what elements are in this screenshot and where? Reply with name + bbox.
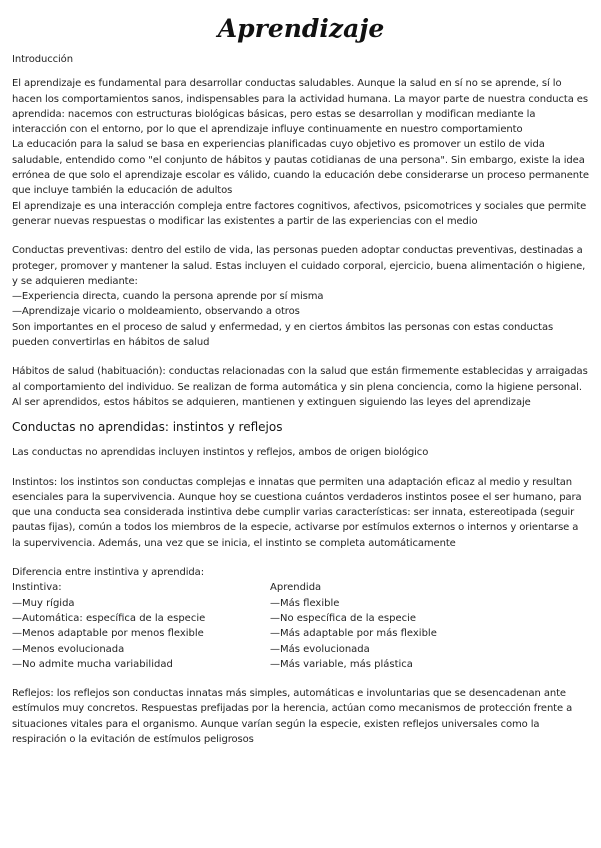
reflejos-paragraph: Reflejos: los reflejos son conductas innatas más simples, automáticas e involuntarias que se desencadenan ante estímulos muy concretos. Respuestas prefijadas por la herencia, actúan como mecanismos de protección frente a situaciones vitales para el organismo. Aunque varían según la especie, existen reflejos universales como la respiración o la evitación de estímulos peligrosos: [12, 688, 573, 745]
preventivas-paragraph-2: Son importantes en el proceso de salud y enfermedad, y en ciertos ámbitos las personas con estas conductas pueden convertirlas en hábitos de salud: [12, 321, 554, 349]
spacer: [12, 410, 590, 419]
instintiva-item: — Automática: específica de la especie: [12, 611, 270, 626]
spacer: [12, 350, 590, 364]
instintiva-item: — Menos evolucionada: [12, 642, 270, 657]
aprendida-item: — No específica de la especie: [270, 611, 570, 626]
instintiva-column: [12, 580, 270, 672]
aprendida-title: Aprendida: [270, 582, 322, 594]
instintiva-title: Instintiva:: [12, 582, 62, 594]
aprendida-item: — Más flexible: [270, 596, 570, 611]
aprendida-item: — Más variable, más plástica: [270, 657, 570, 672]
document-page: [12, 14, 590, 747]
aprendida-item: — Más evolucionada: [270, 642, 570, 657]
spacer: [12, 67, 590, 76]
preventivas-paragraph-1: Conductas preventivas: dentro del estilo de vida, las personas pueden adoptar conductas preventivas, destinadas a proteger, promover y mantener la salud. Estas incluyen el cuidado corporal, ejercicio, buena alimentación o higiene, y se adquieren mediante:: [12, 245, 586, 287]
instintiva-item: — No admite mucha variabilidad: [12, 657, 270, 672]
aprendida-item: — Más adaptable por más flexible: [270, 626, 570, 641]
spacer: [12, 672, 590, 686]
spacer: [12, 436, 590, 445]
instintiva-item: — Muy rígida: [12, 596, 270, 611]
section-heading-no-aprendidas: Conductas no aprendidas: instintos y reflejos: [12, 420, 283, 435]
intro-paragraph-2: La educación para la salud se basa en experiencias planificadas cuyo objetivo es promover un estilo de vida saludable, entendido como "el conjunto de hábitos y pautas cotidianas de una persona". Sin embargo, existe la idea errónea de que solo el aprendizaje escolar es válido, cuando la educación debe considerarse un proceso permanente que incluye también la educación de adultos: [12, 139, 589, 197]
no-aprendidas-paragraph-1: Las conductas no aprendidas incluyen instintos y reflejos, ambos de origen biológico: [12, 447, 429, 459]
page-title: Aprendizaje: [217, 14, 385, 43]
comparison-columns: [12, 580, 590, 672]
intro-paragraph-1: El aprendizaje es fundamental para desarrollar conductas saludables. Aunque la salud en sí no se aprende, sí lo hacen los comportamientos sanos, indispensables para la actividad humana. La mayor parte de nuestra conducta es aprendida: nacemos con estructuras biológicas básicas, pero estas se desarrollan y modifican mediante la interacción con el entorno, por lo que el aprendizaje influye continuamente en nuestro comportamiento: [12, 78, 588, 136]
spacer: [12, 551, 590, 565]
preventivas-item: — Experiencia directa, cuando la persona aprende por sí misma: [12, 289, 590, 304]
spacer: [12, 229, 590, 243]
intro-heading: Introducción: [12, 54, 73, 65]
instintiva-item: — Menos adaptable por menos flexible: [12, 626, 270, 641]
instintos-paragraph: Instintos: los instintos son conductas complejas e innatas que permiten una adaptación eficaz al medio y resultan esenciales para la supervivencia. Aunque hoy se cuestiona cuántos verdaderos instintos posee el ser humano, para que una conducta sea considerada instintiva debe cumplir varias características: ser innata, estereotipada (seguir pautas fijas), común a todos los miembros de la especie, activarse por estímulos externos o internos y orientarse a la supervivencia. Además, una vez que se inicia, el instinto se completa automáticamente: [12, 476, 582, 549]
diferencia-heading: Diferencia entre instintiva y aprendida:: [12, 567, 204, 579]
aprendida-column: [270, 580, 570, 672]
intro-paragraph-3: El aprendizaje es una interacción compleja entre factores cognitivos, afectivos, psicomotrices y sociales que permite generar nuevas respuestas o modificar las existentes a partir de las experiencias con el medio: [12, 200, 587, 227]
preventivas-item: — Aprendizaje vicario o moldeamiento, observando a otros: [12, 304, 590, 319]
spacer: [12, 461, 590, 475]
habitos-paragraph: Hábitos de salud (habituación): conductas relacionadas con la salud que están firmemente establecidas y arraigadas al comportamiento del individuo. Se realizan de forma automática y sin plena conciencia, como la higiene personal. Al ser aprendidos, estos hábitos se adquieren, mantienen y extinguen siguiendo las leyes del aprendizaje: [12, 366, 588, 408]
